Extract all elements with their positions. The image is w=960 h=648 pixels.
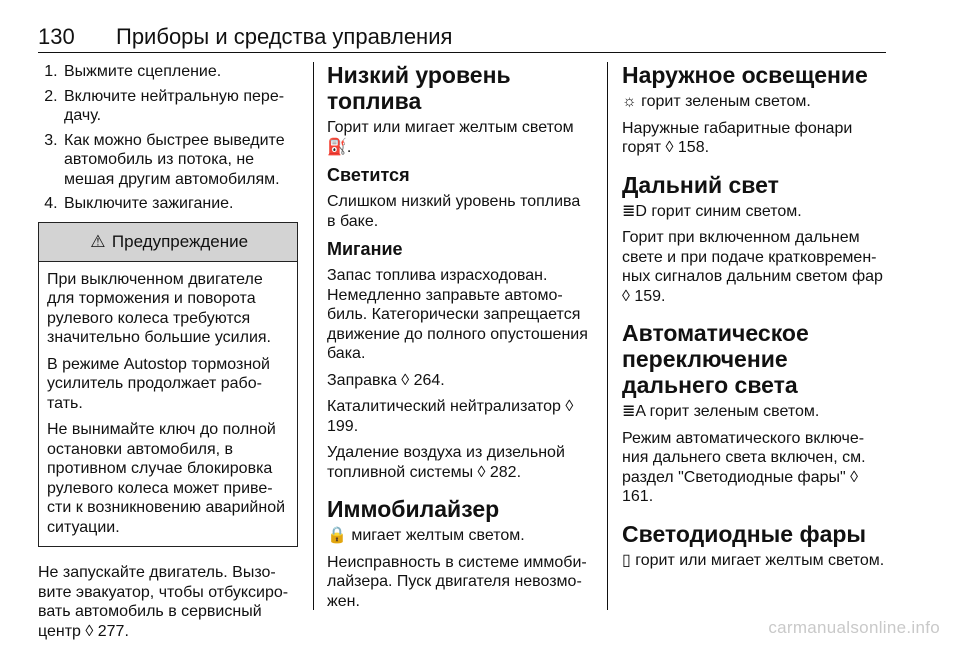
page-number: 130: [38, 24, 75, 49]
watermark: carmanualsonline.info: [768, 618, 940, 637]
column-3: [622, 62, 888, 577]
step-item: 3. Как можно быстрее выведите автомобиль из потока, не мешая другим автомобилям.: [62, 131, 298, 190]
warning-title: Предупреждение: [111, 231, 249, 251]
tow-paragraph: Не запускайте двигатель. Вызо-вите эвакуатор, чтобы отбуксиро-вать автомобиль в сервисный центр ◊ 277.: [38, 564, 289, 640]
section-title-high-beam: Дальний свет: [622, 171, 779, 198]
fuel-lit-text: Слишком низкий уровень топлива в баке.: [327, 193, 581, 230]
auto-intro: ≣A горит зеленым светом.: [622, 403, 820, 420]
step-item: 4. Выключите зажигание.: [62, 194, 298, 214]
subtitle-blink: Мигание: [327, 239, 403, 259]
fuel-ref-refuel: Заправка ◊ 264.: [327, 371, 445, 389]
section-title-immobilizer: Иммобилайзер: [327, 496, 500, 522]
ext-intro: ☼ горит зеленым светом.: [622, 93, 811, 110]
fuel-ref-diesel: Удаление воздуха из дизельной топливной системы ◊ 282.: [327, 444, 565, 481]
warning-header: [39, 223, 297, 262]
high-intro: ≣D горит синим светом.: [622, 202, 802, 220]
fuel-blink-text: Запас топлива израсходован. Немедленно заправьте автомо-биль. Категорически запрещается движение до полного опустошения бака.: [327, 267, 588, 362]
fuel-intro: Горит или мигает желтым светом ⛽.: [327, 119, 574, 156]
step-item: 1. Выжмите сцепление.: [62, 62, 298, 82]
section-title-auto-high-beam: Автоматическое переключение дальнего света: [622, 320, 809, 398]
subtitle-lit: Светится: [327, 165, 410, 185]
step-item: 2. Включите нейтральную пере-дачу.: [62, 87, 298, 126]
steps-list: [38, 62, 298, 214]
column-divider: [607, 62, 608, 610]
column-1: [38, 62, 298, 648]
high-text: Горит при включенном дальнем свете и при подаче кратковремен-ных сигналов дальним светом фар ◊ 159.: [622, 229, 883, 305]
warning-box: [38, 222, 298, 548]
ext-text: Наружные габаритные фонари горят ◊ 158.: [622, 119, 853, 156]
section-title-led-headlights: Светодиодные фары: [622, 520, 867, 547]
warning-paragraph: Не вынимайте ключ до полной остановки автомобиля, в противном случае блокировка рулевого колеса может приве-сти к возникновению аварийной ситуации.: [47, 421, 286, 536]
section-title-exterior-lights: Наружное освещение: [622, 62, 868, 88]
column-2: [327, 62, 591, 618]
page-header: [38, 24, 886, 53]
page-title: Приборы и средства управления: [116, 24, 453, 49]
immo-intro: 🔒 мигает желтым светом.: [327, 527, 525, 544]
led-intro: ▯ горит или мигает желтым светом.: [622, 551, 885, 569]
warning-paragraph: В режиме Autostop тормозной усилитель продолжает рабо-тать.: [47, 355, 270, 412]
auto-text: Режим автоматического включе-ния дальнего света включен, см. раздел "Светодиодные фары" ◊ 161.: [622, 429, 866, 505]
section-title-fuel: Низкий уровень топлива: [327, 62, 511, 114]
warning-body: [39, 262, 297, 547]
immo-text: Неисправность в системе иммоби-лайзера. Пуск двигателя невозмо-жен.: [327, 553, 587, 610]
warning-paragraph: При выключенном двигателе для торможения и поворота рулевого колеса требуются значительно большие усилия.: [47, 270, 271, 346]
fuel-ref-catalyst: Каталитический нейтрализатор ◊ 199.: [327, 398, 574, 435]
column-divider: [313, 62, 314, 610]
warning-triangle-icon: ⚠: [90, 231, 106, 251]
